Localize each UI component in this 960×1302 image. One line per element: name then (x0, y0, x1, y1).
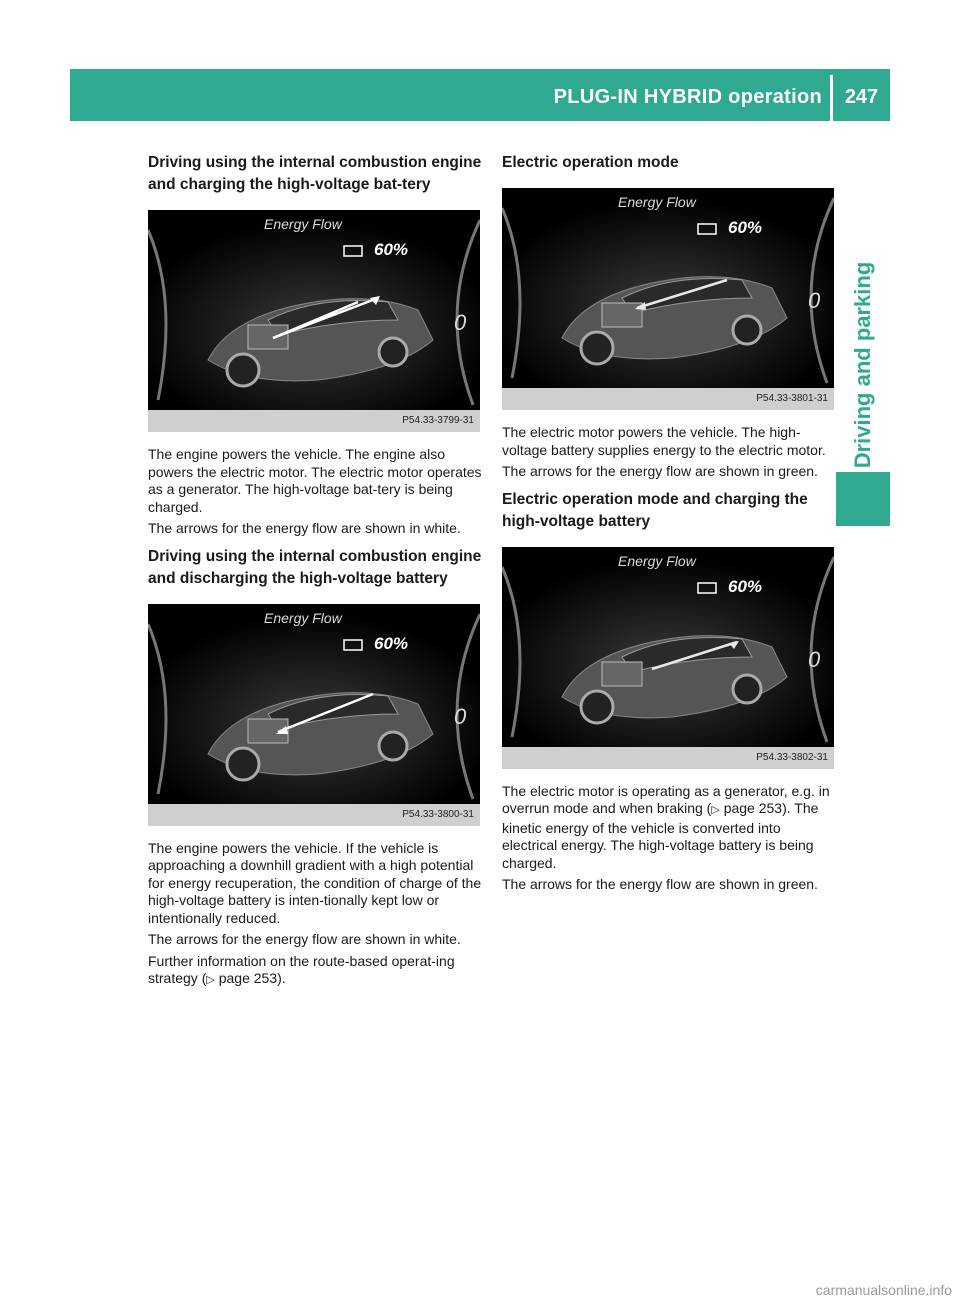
svg-text:0: 0 (808, 288, 821, 313)
left-column (148, 152, 482, 994)
page-ref-arrow-icon: ▷ (206, 974, 215, 986)
energy-flow-figure (502, 547, 834, 769)
chapter-tab (836, 240, 890, 490)
page-reference-paragraph: The electric motor is operating as a generator, e.g. in overrun mode and when braking (▷ page 253). The kinetic energy of the vehicle is converted into electrical energy. The high-voltage battery is being charged. (502, 782, 830, 871)
page-reference-link[interactable]: page 253). The kinetic energy of the vehicle is converted into electrical energy. The high-voltage battery is being charged. (502, 800, 819, 871)
page-reference-link[interactable]: page 253). (214, 970, 286, 986)
page-number: 247 (844, 86, 879, 108)
section-heading: Driving using the internal combustion engine and charging the high-voltage bat-tery (148, 154, 482, 193)
figure-code: P54.33-3799-31 (148, 410, 480, 432)
figure-title: Energy Flow (264, 216, 342, 232)
section-heading: Electric operation mode and charging the high-voltage battery (502, 490, 808, 530)
battery-charge: 60% (728, 218, 763, 237)
paragraph: The arrows for the energy flow are shown in white. (148, 931, 461, 947)
right-column (502, 152, 836, 898)
svg-text:0: 0 (454, 703, 467, 729)
section-heading: Driving using the internal combustion engine and discharging the high-voltage battery (148, 547, 482, 587)
figure-title: Energy Flow (618, 194, 696, 210)
car-illustration (148, 604, 480, 826)
chapter-marker (836, 472, 890, 526)
energy-flow-figure (148, 210, 480, 432)
paragraph: The arrows for the energy flow are shown in green. (502, 463, 818, 479)
page-ref-arrow-icon: ▷ (711, 804, 720, 816)
energy-flow-figure (148, 604, 480, 826)
figure-code: P54.33-3802-31 (502, 747, 834, 769)
paragraph: The engine powers the vehicle. If the vehicle is approaching a downhill gradient with a high potential for energy recuperation, the condition of charge of the high-voltage battery is inten-tionally kept low or intentionally reduced. (148, 839, 482, 926)
figure-title: Energy Flow (264, 609, 342, 626)
chapter-tab-label: Driving and parking (850, 261, 875, 469)
section-heading: Electric operation mode (502, 154, 679, 171)
paragraph: The electric motor powers the vehicle. The high-voltage battery supplies energy to the electric motor. (502, 424, 826, 458)
battery-charge: 60% (728, 576, 763, 596)
figure-title: Energy Flow (618, 552, 696, 569)
paragraph: The arrows for the energy flow are shown in green. (502, 876, 818, 892)
figure-code: P54.33-3801-31 (502, 388, 834, 410)
car-illustration (502, 188, 834, 410)
battery-charge: 60% (374, 240, 409, 259)
car-illustration (148, 210, 480, 432)
page-header (70, 69, 890, 121)
header-title: PLUG-IN HYBRID operation (553, 86, 822, 108)
svg-text:0: 0 (454, 310, 467, 335)
figure-code: P54.33-3800-31 (148, 804, 480, 826)
page-reference-paragraph: Further information on the route-based operat-ing strategy (▷ page 253). (148, 952, 455, 986)
energy-flow-figure (502, 188, 834, 410)
paragraph: The engine powers the vehicle. The engine also powers the electric motor. The electric motor operates as a generator. The high-voltage bat-tery is being charged. (148, 446, 482, 515)
paragraph: The arrows for the energy flow are shown in white. (148, 520, 461, 536)
svg-text:0: 0 (808, 646, 821, 672)
watermark: carmanualsonline.info (815, 1282, 952, 1298)
battery-charge: 60% (374, 633, 409, 653)
car-illustration (502, 547, 834, 769)
